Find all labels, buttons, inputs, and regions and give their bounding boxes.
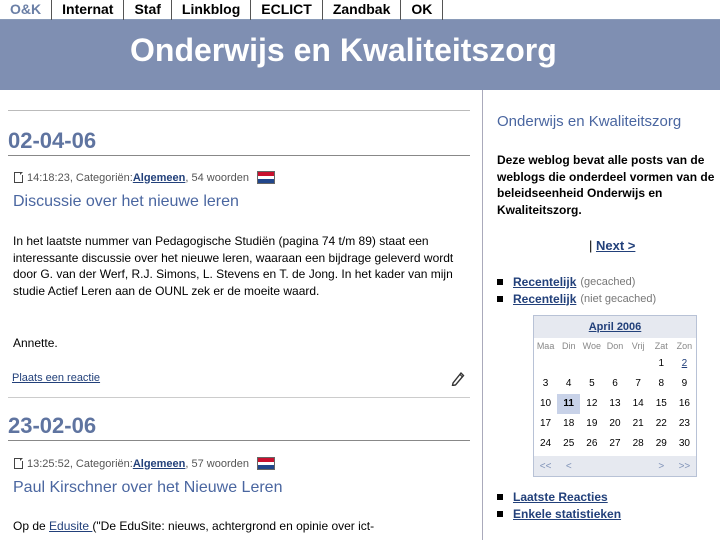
weekday-label: Vrij [631, 341, 645, 351]
word-count: , 57 woorden [185, 457, 249, 470]
dutch-flag-icon [257, 171, 275, 184]
calendar-day: 11 [557, 394, 580, 414]
post-title[interactable]: Discussie over het nieuwe leren [13, 193, 239, 210]
post-body-text: ("De EduSite: nieuws, achtergrond en opinie over ict- [92, 519, 375, 533]
pager [589, 238, 635, 253]
edusite-link[interactable]: Edusite [49, 519, 93, 533]
bullet-icon [497, 511, 503, 517]
weekday-label: Maa [536, 341, 555, 351]
post-body: In het laatste nummer van Pedagogische Studiën (pagina 74 t/m 89) staat een interessante discussie over het nieuwe leren, waaraan een bijdrage geleverd wordt door G. van der Werf, R.J. Simons, L. Stevens en T. de Jong. In het kader van mijn studie Actief Leren aan de OUNL zek er de moeite waard. [13, 234, 454, 298]
calendar-day: 20 [609, 418, 621, 429]
nav-item-staf[interactable]: Staf [124, 0, 171, 20]
post-time: 14:18:23, Categoriën: [27, 171, 133, 184]
calendar-day: 15 [655, 398, 667, 409]
list-item [497, 274, 656, 291]
pager-separator: | [589, 238, 596, 253]
nav-item-ok-home[interactable]: O&K [0, 0, 52, 20]
date-divider [8, 155, 470, 156]
calendar-day: 7 [635, 378, 641, 389]
calendar-week [534, 434, 696, 454]
post-meta [14, 171, 275, 184]
extra-links-list [497, 489, 621, 522]
post-meta [14, 457, 275, 470]
nav-item-linkblog[interactable]: Linkblog [172, 0, 251, 20]
bullet-icon [497, 494, 503, 500]
next-link[interactable]: Next > [596, 238, 636, 253]
calendar-day: 4 [565, 378, 572, 389]
next-month-button[interactable]: > [658, 460, 665, 472]
calendar-day: 19 [586, 418, 598, 429]
post-body-text: Op de [13, 519, 50, 533]
nav-item-ok[interactable]: OK [401, 0, 443, 20]
calendar-day: 14 [632, 398, 644, 409]
post-body [13, 518, 463, 535]
latest-comments-link[interactable]: Laatste Reacties [513, 490, 608, 504]
category-link[interactable]: Algemeen [132, 457, 186, 470]
nav-item-internat[interactable]: Internat [52, 0, 124, 20]
calendar-day: 22 [655, 418, 667, 429]
calendar-day: 27 [609, 438, 621, 449]
bullet-icon [497, 296, 503, 302]
calendar-day: 23 [678, 418, 690, 429]
nav-item-eclict[interactable]: ECLICT [251, 0, 323, 20]
nav-item-zandbak[interactable]: Zandbak [323, 0, 402, 20]
add-comment-link[interactable]: Plaats een reactie [12, 372, 101, 384]
list-item [497, 489, 621, 506]
calendar-empty-cell [534, 354, 557, 374]
list-item [497, 291, 656, 308]
site-title[interactable]: Onderwijs en Kwaliteitszorg [130, 32, 557, 68]
post-date: 23-02-06 [8, 413, 97, 438]
calendar-day: 24 [540, 438, 552, 449]
sidebar-title: Onderwijs en Kwaliteitszorg [497, 113, 682, 130]
calendar-day: 6 [612, 378, 618, 389]
calendar-day: 25 [563, 438, 575, 449]
edit-pen-icon[interactable] [450, 370, 466, 386]
calendar-day: 18 [563, 418, 575, 429]
top-divider [8, 110, 470, 111]
main-content [0, 90, 482, 540]
calendar-empty-cell [627, 354, 650, 374]
document-icon [14, 458, 23, 469]
calendar-day: 13 [609, 398, 621, 409]
calendar-week [534, 394, 696, 414]
calendar-week [534, 414, 696, 434]
calendar-day: 16 [678, 398, 690, 409]
calendar-empty-cell [580, 354, 603, 374]
post-time: 13:25:52, Categoriën: [27, 457, 133, 470]
dutch-flag-icon [257, 457, 275, 470]
calendar-day: 12 [586, 398, 598, 409]
post-date: 02-04-06 [8, 128, 97, 153]
calendar-day: 3 [542, 378, 549, 389]
link-note: (gecached) [580, 276, 636, 288]
calendar-weekdays [534, 338, 696, 354]
calendar-empty-cell [603, 354, 626, 374]
prev-month-button[interactable]: < [565, 460, 572, 472]
calendar-nav [534, 456, 696, 476]
word-count: , 54 woorden [185, 171, 249, 184]
recent-cached-link[interactable]: Recentelijk [513, 275, 577, 289]
calendar-week [534, 374, 696, 394]
list-item [497, 506, 621, 523]
calendar-day: 5 [589, 378, 595, 389]
calendar-day: 1 [658, 358, 665, 369]
calendar-grid [534, 354, 696, 454]
weekday-label: Zat [654, 341, 668, 351]
calendar-day: 28 [632, 438, 644, 449]
post-title[interactable]: Paul Kirschner over het Nieuwe Leren [13, 479, 283, 496]
recent-links-list [497, 274, 656, 307]
top-nav [0, 0, 720, 20]
calendar-day[interactable]: 2 [681, 358, 688, 369]
calendar-day: 8 [658, 378, 665, 389]
calendar-empty-cell [557, 354, 580, 374]
document-icon [14, 172, 23, 183]
sidebar-description: Deze weblog bevat alle posts van de weblogs die onderdeel vormen van de beleidseenheid Onderwijs en Kwaliteitszorg. [497, 153, 715, 217]
calendar-week [534, 354, 696, 374]
site-banner [0, 20, 720, 90]
calendar [533, 315, 697, 477]
calendar-day: 29 [655, 438, 667, 449]
weekday-label: Zon [676, 341, 693, 351]
calendar-day: 30 [678, 438, 690, 449]
statistics-link[interactable]: Enkele statistieken [513, 506, 622, 521]
calendar-day: 10 [540, 398, 552, 409]
link-note: (niet gecached) [580, 292, 657, 305]
calendar-day: 17 [540, 418, 552, 429]
date-divider [8, 440, 470, 441]
bullet-icon [497, 279, 503, 285]
calendar-day: 26 [586, 438, 598, 449]
weekday-label: Din [561, 341, 576, 351]
next-year-button[interactable]: >> [678, 460, 691, 472]
post-signature: Annette. [13, 336, 58, 350]
calendar-day: 9 [681, 378, 688, 389]
weekday-label: Woe [582, 341, 602, 351]
post-divider [8, 397, 470, 398]
calendar-day: 21 [632, 418, 644, 429]
prev-year-button[interactable]: << [539, 460, 552, 472]
recent-uncached-link[interactable]: Recentelijk [513, 291, 577, 306]
sidebar [482, 90, 720, 540]
weekday-label: Don [606, 341, 624, 351]
category-link[interactable]: Algemeen [132, 171, 186, 184]
calendar-month[interactable]: April 2006 [534, 316, 696, 338]
